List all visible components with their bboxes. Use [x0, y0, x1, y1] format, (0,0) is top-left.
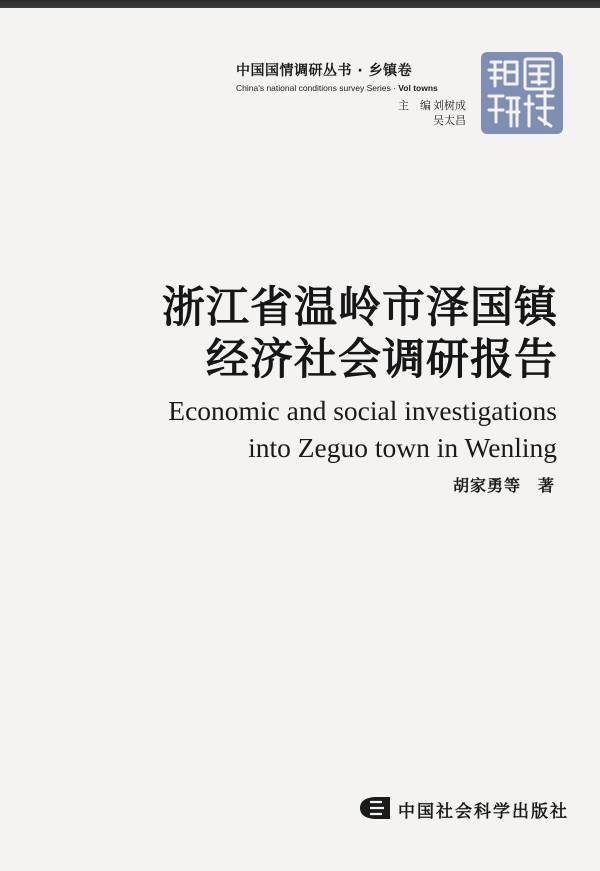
publisher-logo-icon: [358, 795, 392, 821]
series-subtitle-main: China's national conditions survey Series ·: [236, 83, 399, 93]
top-dark-band: [0, 0, 600, 8]
title-cn-line-1: 浙江省温岭市泽国镇: [162, 283, 558, 333]
publisher-block: [358, 791, 570, 825]
book-title-cn: [162, 282, 558, 386]
book-title-en: [168, 392, 557, 466]
editor-line-2: [398, 113, 478, 128]
series-block: [236, 60, 476, 93]
editor-name: 刘树成: [433, 99, 466, 112]
series-subtitle-volume: Vol towns: [398, 83, 438, 93]
editor-line-1: [398, 98, 478, 113]
author-name: 胡家勇等: [452, 476, 521, 495]
author-suffix: 著: [537, 476, 555, 495]
title-en-line-2: into Zeguo town in Wenling: [248, 432, 557, 463]
series-title-cn: 中国国情调研丛书 · 乡镇卷: [236, 63, 413, 79]
title-en-line-1: Economic and social investigations: [168, 395, 557, 426]
seal-glyph-art: [481, 52, 563, 134]
seal-stamp: [481, 52, 563, 134]
editor-name: 吴太昌: [433, 114, 466, 127]
publisher-name: 中国社会科学出版社: [398, 802, 569, 822]
series-subtitle-en: [236, 83, 476, 93]
author-line: [453, 473, 555, 496]
title-cn-line-2: 经济社会调研报告: [206, 335, 558, 385]
editors-block: [398, 98, 478, 128]
editor-role-label: 主 编: [398, 99, 431, 112]
